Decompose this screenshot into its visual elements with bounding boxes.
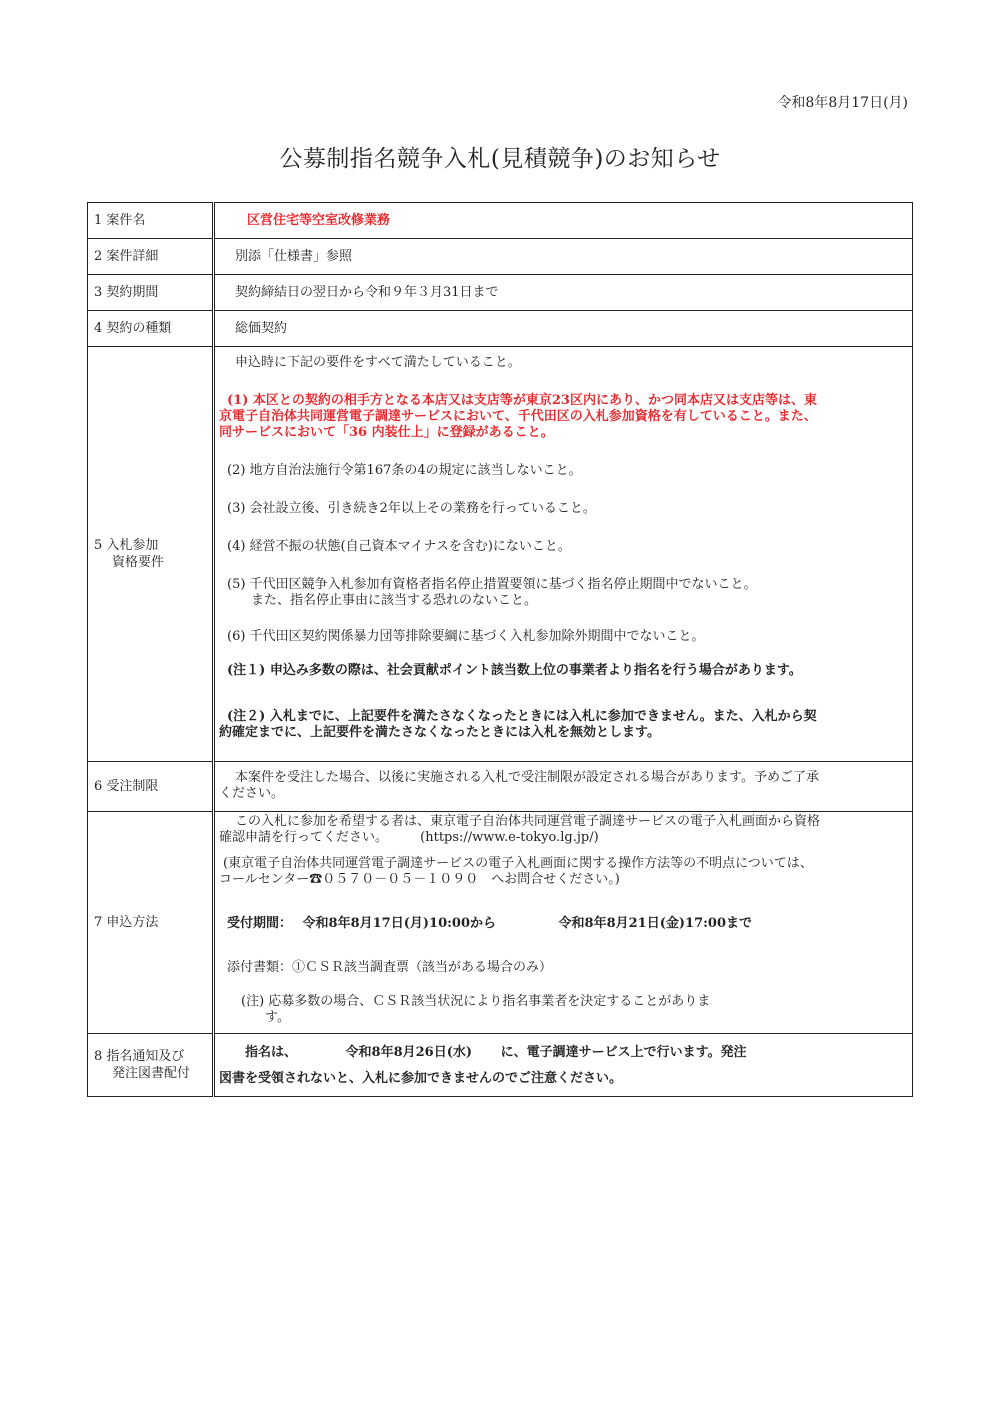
note-2-line2: 約確定までに、上記要件を満たさなくなったときには入札を無効とします。 bbox=[219, 725, 660, 740]
table-row bbox=[88, 311, 913, 347]
nomination-date: 令和8年8月26日(水) bbox=[345, 1045, 473, 1060]
row-label: 2 案件詳細 bbox=[88, 239, 214, 275]
requirement-1-line1: (1) 本区との契約の相手方となる本店又は支店等が東京23区内にあり、かつ同本店又は支店等は、東 bbox=[227, 393, 817, 408]
acceptance-period-to: 令和8年8月21日(金)17:00まで bbox=[558, 916, 753, 931]
portal-url[interactable]: (https://www.e-tokyo.lg.jp/) bbox=[420, 830, 599, 845]
table-row bbox=[88, 1034, 913, 1097]
project-detail: 別添「仕様書」参照 bbox=[235, 248, 353, 264]
table-row bbox=[88, 203, 913, 239]
row-label: 3 契約期間 bbox=[88, 275, 214, 311]
row-label-line2: 資格要件 bbox=[112, 555, 165, 570]
notice-table bbox=[87, 202, 913, 1097]
requirement-5-line1: (5) 千代田区競争入札参加有資格者指名停止措置要領に基づく指名停止期間中でないこと。 bbox=[227, 577, 757, 592]
acceptance-period bbox=[219, 916, 906, 932]
table-row bbox=[88, 239, 913, 275]
contract-period: 契約締結日の翌日から令和９年３月31日まで bbox=[235, 284, 499, 300]
order-restriction bbox=[214, 762, 913, 812]
contract-type: 総価契約 bbox=[235, 320, 288, 336]
requirement-1-line2: 京電子自治体共同運営電子調達サービスにおいて、千代田区の入札参加資格を有していること。また、 bbox=[219, 409, 817, 424]
row-label: 1 案件名 bbox=[88, 203, 214, 239]
nomination-line2: 図書を受領されないと、入札に参加できませんのでご注意ください。 bbox=[219, 1071, 623, 1086]
row-label bbox=[88, 347, 214, 762]
requirement-6: (6) 千代田区契約関係暴力団等排除要綱に基づく入札参加除外期間中でないこと。 bbox=[227, 629, 705, 644]
row-label: 7 申込方法 bbox=[88, 812, 214, 1034]
requirements-intro: 申込時に下記の要件をすべて満たしていること。 bbox=[235, 355, 521, 370]
application-line1: この入札に参加を希望する者は、東京電子自治体共同運営電子調達サービスの電子入札画面から資格 bbox=[235, 814, 821, 829]
row-label bbox=[88, 1034, 214, 1097]
table-row bbox=[88, 812, 913, 1034]
row-label: 6 受注制限 bbox=[88, 762, 214, 812]
note-2-line1: (注２) 入札までに、上記要件を満たさなくなったときには入札に参加できません。また、入札から契 bbox=[227, 709, 817, 724]
eligibility-requirements bbox=[214, 347, 913, 762]
table-row bbox=[88, 275, 913, 311]
page-title: 公募制指名競争入札(見積競争)のお知らせ bbox=[279, 146, 721, 172]
requirement-3: (3) 会社設立後、引き続き2年以上その業務を行っていること。 bbox=[227, 501, 596, 516]
requirement-4: (4) 経営不振の状態(自己資本マイナスを含む)にないこと。 bbox=[227, 539, 571, 554]
nomination-notice bbox=[214, 1034, 913, 1097]
row-label: 4 契約の種類 bbox=[88, 311, 214, 347]
help-line2: コールセンター☎０５７０－０５－１０９０ へお問合せください。) bbox=[219, 872, 620, 887]
note-1: (注１) 申込み多数の際は、社会貢献ポイント該当数上位の事業者より指名を行う場合があります。 bbox=[227, 663, 802, 678]
requirement-2: (2) 地方自治法施行令第167条の4の規定に該当しないこと。 bbox=[227, 463, 582, 478]
project-name: 区営住宅等空室改修業務 bbox=[247, 212, 391, 228]
help-line1: (東京電子自治体共同運営電子調達サービスの電子入札画面に関する操作方法等の不明点については、 bbox=[223, 856, 813, 871]
row-label-line1: 5 入札参加 bbox=[94, 538, 159, 553]
order-restriction-line1: 本案件を受注した場合、以後に実施される入札で受注制限が設定される場合があります。予めご了承 bbox=[235, 770, 819, 785]
table-row bbox=[88, 347, 913, 762]
row-label-line2: 発注図書配付 bbox=[112, 1066, 191, 1081]
attached-documents: 添付書類：①ＣＳＲ該当調査票（該当がある場合のみ） bbox=[227, 960, 553, 975]
application-note-line2: す。 bbox=[265, 1010, 290, 1025]
nomination-line1: 指名は、 令和8年8月26日(水) に、電子調達サービス上で行います。発注 bbox=[245, 1045, 747, 1060]
order-restriction-line2: ください。 bbox=[219, 786, 285, 801]
table-row bbox=[88, 762, 913, 812]
row-label-line1: 8 指名通知及び bbox=[94, 1049, 185, 1064]
acceptance-period-label: 受付期間： bbox=[227, 916, 293, 931]
requirement-5-line2: また、指名停止事由に該当する恐れのないこと。 bbox=[251, 593, 538, 608]
requirement-1-line3: 同サービスにおいて「36 内装仕上」に登録があること。 bbox=[219, 425, 554, 440]
application-line2: 確認申請を行ってください。 (https://www.e-tokyo.lg.jp/) bbox=[219, 830, 599, 845]
application-note-line1: (注) 応募多数の場合、ＣＳＲ該当状況により指名事業者を決定することがありま bbox=[241, 994, 711, 1009]
application-method bbox=[214, 812, 913, 1034]
acceptance-period-from: 令和8年8月17日(月)10:00から bbox=[302, 916, 497, 931]
notice-date: 令和8年8月17日(月) bbox=[777, 95, 908, 111]
